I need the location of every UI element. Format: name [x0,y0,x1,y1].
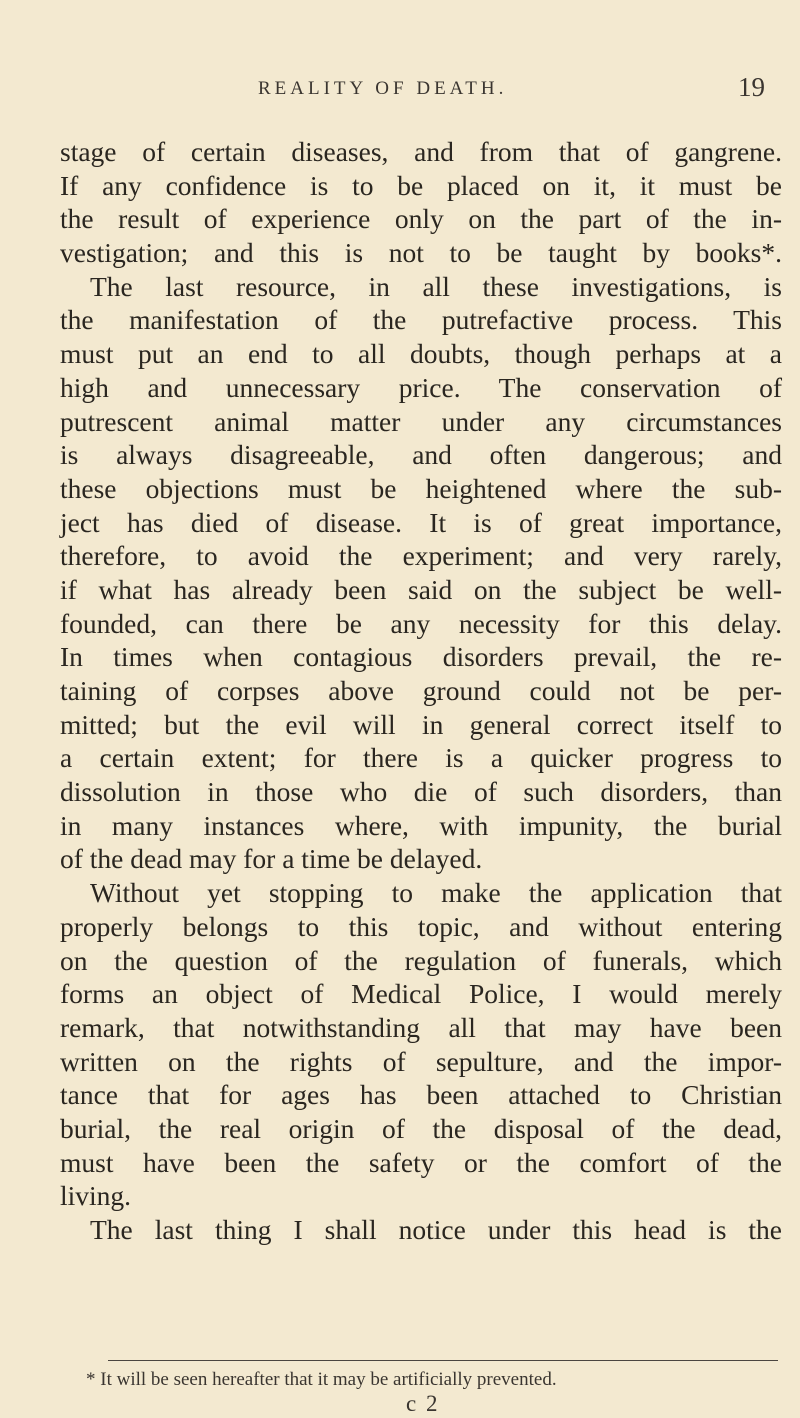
text-line: taining of corpses above ground could not be per- [60,675,782,706]
signature-mark: c 2 [406,1391,440,1416]
text-line: high and unnecessary price. The conservation of [60,371,782,403]
text-line: stage of certain diseases, and from that of gangrene. [60,136,782,167]
text-line: The last resource, in all these investigations, is [90,270,782,302]
footnote: * It will be seen hereafter that it may be artificially prevented. [86,1369,557,1390]
text-line: the manifestation of the putrefactive process. This [60,304,782,336]
page-number: 19 [738,72,765,102]
text-line: remark, that notwithstanding all that may have been [60,1011,782,1043]
text-line: properly belongs to this topic, and without entering [60,910,782,942]
text-line: if what has already been said on the subject be well- [60,573,782,605]
text-line: these objections must be heightened where the sub- [60,472,782,504]
text-line: written on the rights of sepulture, and the impor- [60,1045,782,1077]
text-line: burial, the real origin of the disposal of the dead, [60,1112,782,1144]
text-line: In times when contagious disorders prevail, the re- [60,641,782,673]
text-line: dissolution in those who die of such disorders, than [60,776,782,808]
text-line: ject has died of disease. It is of great importance, [60,506,782,538]
text-line: the result of experience only on the part of the in- [60,203,782,235]
text-line: living. [60,1180,132,1212]
text-line: in many instances where, with impunity, the burial [60,809,782,841]
text-line: must have been the safety or the comfort of the [60,1146,782,1178]
text-line: on the question of the regulation of funerals, which [60,944,782,976]
text-line: founded, can there be any necessity for this delay. [60,607,782,639]
text-line: forms an object of Medical Police, I would merely [60,978,782,1010]
text-line: a certain extent; for there is a quicker progress to [60,742,782,774]
text-line: must put an end to all doubts, though perhaps at a [60,338,782,370]
text-line: is always disagreeable, and often dangerous; and [60,439,782,471]
body-text [60,135,782,1247]
text-line: therefore, to avoid the experiment; and very rarely, [60,540,782,572]
text-line: tance that for ages has been attached to Christian [60,1079,782,1111]
text-line: If any confidence is to be placed on it, it must be [60,169,782,201]
text-line: vestigation; and this is not to be taught by books*. [60,237,782,269]
text-line: The last thing I shall notice under this head is the [90,1214,782,1245]
footnote-rule [108,1360,778,1361]
running-head: REALITY OF DEATH. [258,78,508,99]
text-line: Without yet stopping to make the application that [90,877,782,909]
text-line: of the dead may for a time be delayed. [60,843,483,875]
text-line: mitted; but the evil will in general correct itself to [60,708,782,740]
text-line: putrescent animal matter under any circumstances [60,405,782,437]
